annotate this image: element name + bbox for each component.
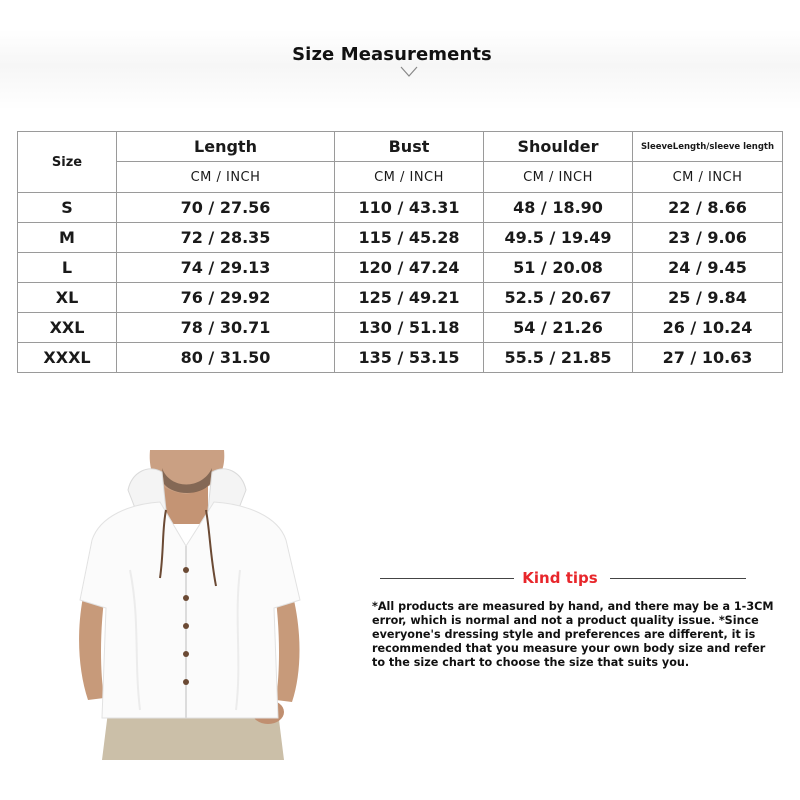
shoulder-cell: 49.5 / 19.49 xyxy=(484,223,633,253)
table-header-row xyxy=(18,132,783,162)
shoulder-cell: 55.5 / 21.85 xyxy=(484,343,633,373)
sleeve-unit: CM / INCH xyxy=(633,162,783,193)
length-cell: 72 / 28.35 xyxy=(117,223,335,253)
shoulder-cell: 51 / 20.08 xyxy=(484,253,633,283)
sleeve-cell: 23 / 9.06 xyxy=(633,223,783,253)
size-cell: XXXL xyxy=(18,343,117,373)
length-cell: 78 / 30.71 xyxy=(117,313,335,343)
size-table xyxy=(17,131,783,373)
length-column-header: Length xyxy=(117,132,335,162)
size-column-header: Size xyxy=(18,132,117,193)
length-unit: CM / INCH xyxy=(117,162,335,193)
sleeve-cell: 24 / 9.45 xyxy=(633,253,783,283)
sleeve-cell: 25 / 9.84 xyxy=(633,283,783,313)
table-row xyxy=(18,343,783,373)
length-cell: 74 / 29.13 xyxy=(117,253,335,283)
shoulder-cell: 54 / 21.26 xyxy=(484,313,633,343)
tips-divider-right xyxy=(610,578,746,579)
sleeve-column-header: SleeveLength/sleeve length xyxy=(633,132,783,162)
shoulder-cell: 52.5 / 20.67 xyxy=(484,283,633,313)
shoulder-column-header: Shoulder xyxy=(484,132,633,162)
tips-text: *All products are measured by hand, and there may be a 1-3CM error, which is normal and not a product quality issue. *Since everyone's dressing style and preferences are different, it is recommended that you measure your own body size and refer to the size chart to choose the size that suits you. xyxy=(372,600,774,669)
bust-cell: 135 / 53.15 xyxy=(335,343,484,373)
product-photo xyxy=(70,450,310,760)
size-cell: XXL xyxy=(18,313,117,343)
table-row xyxy=(18,313,783,343)
table-row xyxy=(18,253,783,283)
length-cell: 80 / 31.50 xyxy=(117,343,335,373)
bust-cell: 125 / 49.21 xyxy=(335,283,484,313)
shoulder-cell: 48 / 18.90 xyxy=(484,193,633,223)
shoulder-unit: CM / INCH xyxy=(484,162,633,193)
table-unit-row xyxy=(18,162,783,193)
tips-title: Kind tips xyxy=(522,569,598,587)
size-cell: M xyxy=(18,223,117,253)
tips-divider-left xyxy=(380,578,514,579)
bust-cell: 120 / 47.24 xyxy=(335,253,484,283)
chevron-down-icon xyxy=(400,66,418,78)
bust-column-header: Bust xyxy=(335,132,484,162)
size-cell: L xyxy=(18,253,117,283)
bust-unit: CM / INCH xyxy=(335,162,484,193)
sleeve-cell: 26 / 10.24 xyxy=(633,313,783,343)
size-cell: S xyxy=(18,193,117,223)
length-cell: 76 / 29.92 xyxy=(117,283,335,313)
length-cell: 70 / 27.56 xyxy=(117,193,335,223)
sleeve-cell: 22 / 8.66 xyxy=(633,193,783,223)
table-row xyxy=(18,223,783,253)
page-title: Size Measurements xyxy=(292,44,492,65)
size-cell: XL xyxy=(18,283,117,313)
table-row xyxy=(18,193,783,223)
bust-cell: 130 / 51.18 xyxy=(335,313,484,343)
bust-cell: 110 / 43.31 xyxy=(335,193,484,223)
table-row xyxy=(18,283,783,313)
sleeve-cell: 27 / 10.63 xyxy=(633,343,783,373)
bust-cell: 115 / 45.28 xyxy=(335,223,484,253)
